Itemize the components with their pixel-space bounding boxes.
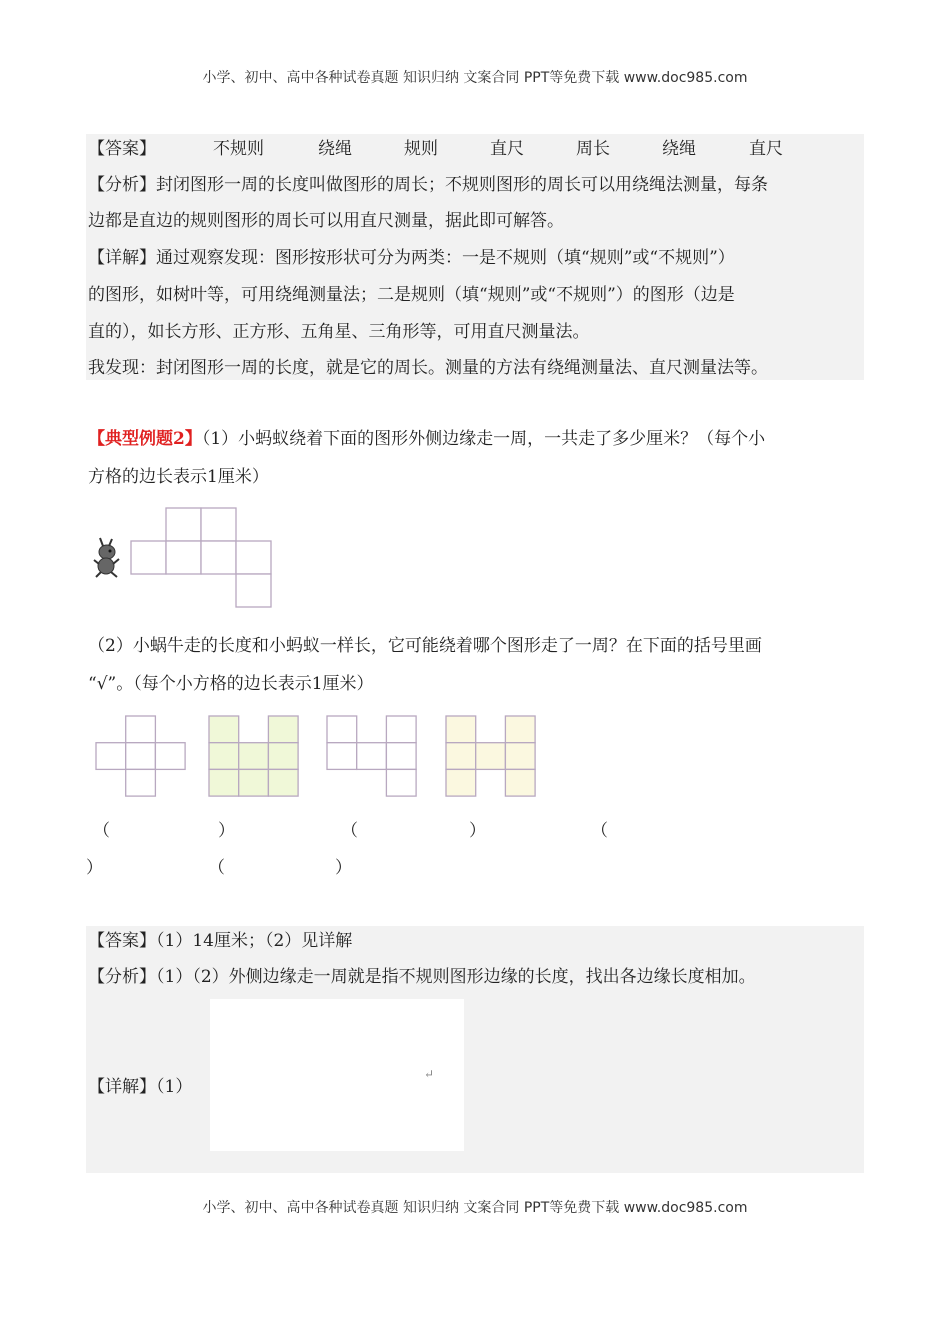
detail-text: 的图形，如树叶等，可用绕绳测量法；二是规则（填“规则”或“不规则”）的图形（边是 [88,285,735,305]
grid-cell [209,743,239,770]
grid-cell [268,716,298,743]
bracket-open[interactable]: （ [208,858,225,878]
grid-cell [476,743,506,770]
grid-cell [166,541,201,574]
analysis-text: 边都是直边的规则图形的周长可以用直尺测量，据此即可解答。 [88,211,564,231]
detail-text: 【详解】通过观察发现：图形按形状可分为两类：一是不规则（填“规则”或“不规则”） [88,248,735,268]
answer-block-2 [86,926,864,1173]
grid-cell [155,743,185,770]
example-question-2-cont: “√”。（每个小方格的边长表示1厘米） [88,674,374,694]
example-question-1: 【典型例题2】（1）小蚂蚁绕着下面的图形外侧边缘走一周，一共走了多少厘米？（每个小 [88,429,766,449]
bracket-open[interactable]: （ [93,821,110,841]
grid-cell [166,508,201,541]
grid-cell [126,716,156,743]
detail-text: 直的），如长方形、正方形、五角星、三角形等，可用直尺测量法。 [88,322,590,342]
option-shape-3 [327,716,416,796]
return-mark: ↵ [424,1067,435,1081]
grid-cell [96,743,126,770]
grid-cell [209,769,239,796]
answer-item: 直尺 [749,139,783,159]
grid-cell [209,716,239,743]
grid-cell [236,574,271,607]
answer-item: 周长 [576,139,610,159]
bracket-open[interactable]: （ [591,821,608,841]
option-shape-2 [209,716,298,796]
grid-cell [357,743,387,770]
answer-item: 规则 [404,139,438,159]
example-question-1-cont: 方格的边长表示1厘米） [88,467,269,487]
analysis-text: 【分析】（1）（2）外侧边缘走一周就是指不规则图形边缘的长度，找出各边缘长度相加。 [88,967,756,987]
grid-cell [505,716,535,743]
option-shape-4 [446,716,535,796]
grid-cell [327,716,357,743]
grid-cell [268,743,298,770]
answer-figure [210,999,464,1151]
bracket-open[interactable]: （ [341,821,358,841]
example-question-2: （2）小蜗牛走的长度和小蚂蚁一样长，它可能绕着哪个图形走了一周？在下面的括号里画 [88,636,762,656]
grid-cell [505,769,535,796]
answer-item: 绕绳 [318,139,352,159]
grid-cell [386,769,416,796]
grid-cell [201,541,236,574]
bracket-close: ） [86,858,103,878]
grid-cell [131,541,166,574]
bracket-close: ） [335,858,352,878]
grid-cell [386,716,416,743]
answer-item: 不规则 [213,139,264,159]
grid-cell [201,508,236,541]
grid-cell [236,541,271,574]
example-title: 【典型例题2】 [88,429,202,449]
page-footer: 小学、初中、高中各种试卷真题 知识归纳 文案合同 PPT等免费下载 www.doc985.com [202,1200,748,1216]
option-shape-1 [96,716,185,796]
grid-cell [239,743,269,770]
answer-item: 直尺 [490,139,524,159]
grid-cell [386,743,416,770]
question-figure [131,508,271,607]
grid-cell [126,743,156,770]
bracket-close: ） [469,821,486,841]
answer-label: 【答案】 [88,139,156,159]
grid-cell [268,769,298,796]
grid-cell [505,743,535,770]
bracket-close: ） [218,821,235,841]
grid-cell [446,743,476,770]
grid-cell [446,716,476,743]
analysis-text: 【分析】封闭图形一周的长度叫做图形的周长；不规则图形的周长可以用绕绳法测量，每条 [88,175,768,195]
answer-item: 绕绳 [662,139,696,159]
grid-cell [239,769,269,796]
conclusion-text: 我发现：封闭图形一周的长度，就是它的周长。测量的方法有绕绳测量法、直尺测量法等。 [88,358,768,378]
page-header: 小学、初中、高中各种试卷真题 知识归纳 文案合同 PPT等免费下载 www.doc985.com [202,70,748,86]
detail-text: 【详解】（1） [88,1077,193,1097]
grid-cell [327,743,357,770]
grid-cell [446,769,476,796]
ant-icon [94,538,119,577]
answer-text: 【答案】（1）14厘米；（2）见详解 [88,931,353,951]
grid-cell [126,769,156,796]
